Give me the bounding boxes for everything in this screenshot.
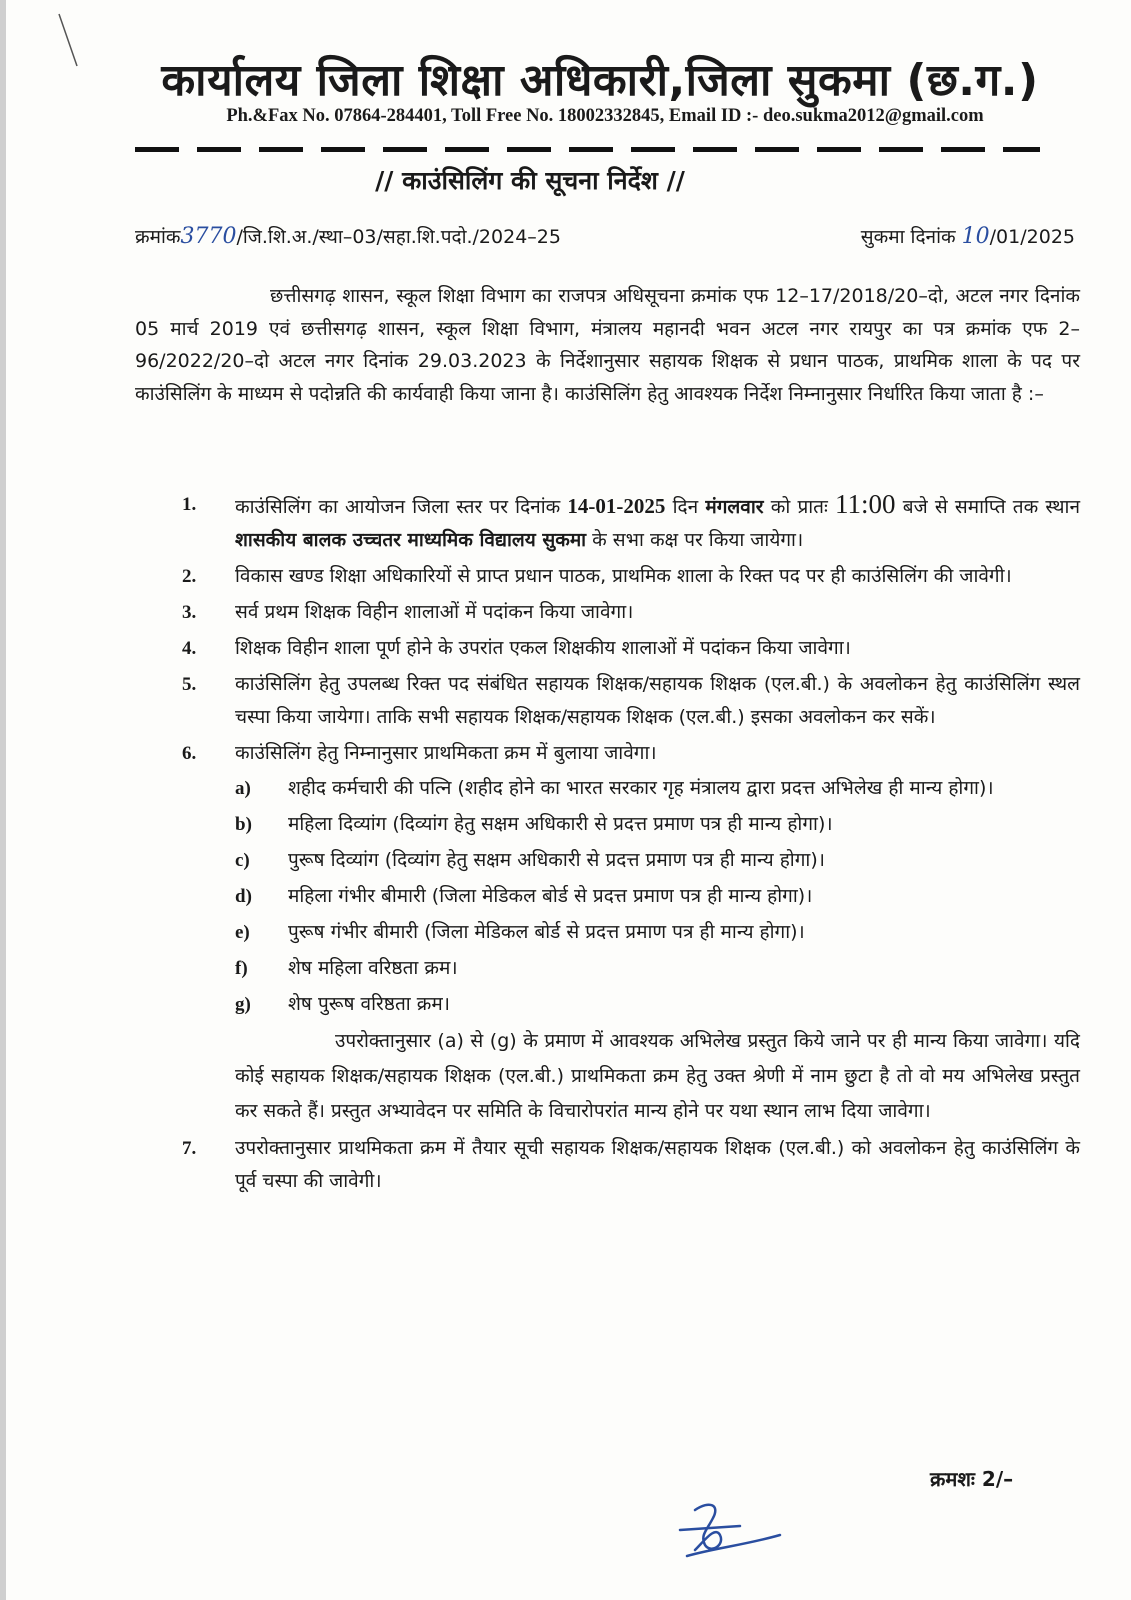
ref-number-handwritten: 3770 — [180, 224, 237, 249]
item-text: बजे से समाप्ति तक स्थान — [902, 496, 1080, 518]
ref-date — [861, 223, 1075, 249]
notice-heading: // काउंसिलिंग की सूचना निर्देश // — [375, 166, 685, 195]
contact-line: Ph.&Fax No. 07864-284401, Toll Free No. 18002332845, Email ID :- deo.sukma2012@gmail.com — [226, 106, 984, 126]
item-number: 6. — [182, 743, 197, 764]
date-rest: /01/2025 — [989, 226, 1075, 248]
sub-item-d — [235, 880, 1080, 913]
sub-item-f — [235, 952, 1080, 985]
sub-letter: e) — [235, 922, 250, 943]
item-text: काउंसिलिंग हेतु उपलब्ध रिक्त पद संबंधित सहायक शिक्षक/सहायक शिक्षक (एल.बी.) के अवलोकन हेतु काउंसिलिंग स्थल चस्पा किया जायेगा। ताकि सभी सहायक शिक्षक/सहायक शिक्षक (एल.बी.) इसका अवलोकन कर सकें। — [235, 673, 1080, 728]
date-label: सुकमा दिनांक — [860, 226, 956, 248]
dashed-divider — [135, 147, 1040, 152]
sub-text: पुरूष दिव्यांग (दिव्यांग हेतु सक्षम अधिकारी से प्रदत्त प्रमाण पत्र ही मान्य होगा)। — [288, 849, 825, 871]
item-text: काउंसिलिंग का आयोजन जिला स्तर पर दिनांक — [235, 496, 561, 518]
item-number: 1. — [182, 494, 197, 515]
sub-item-b — [235, 808, 1080, 841]
item-number: 5. — [182, 674, 197, 695]
item-text: शिक्षक विहीन शाला पूर्ण होने के उपरांत एकल शिक्षकीय शालाओं में पदांकन किया जावेगा। — [235, 637, 851, 659]
sub-letter: g) — [235, 994, 251, 1015]
sub-item-e — [235, 916, 1080, 949]
counselling-time: 11:00 — [835, 489, 896, 519]
item-number: 7. — [182, 1138, 197, 1159]
sub-text: महिला दिव्यांग (दिव्यांग हेतु सक्षम अधिकारी से प्रदत्त प्रमाण पत्र ही मान्य होगा)। — [288, 813, 833, 835]
office-title: कार्यालय जिला शिक्षा अधिकारी,जिला सुकमा (छ.ग.) — [161, 55, 1039, 106]
list-item-6 — [135, 737, 1080, 1129]
date-day-handwritten: 10 — [961, 224, 990, 249]
item-text: के सभा कक्ष पर किया जायेगा। — [592, 529, 804, 551]
sub-letter: d) — [235, 886, 252, 907]
ref-path: /जि.शि.अ./स्था–03/सहा.शि.पदो./2024–25 — [236, 226, 561, 248]
item-text: काउंसिलिंग हेतु निम्नानुसार प्राथमिकता क्रम में बुलाया जावेगा। — [235, 742, 657, 764]
ref-label: क्रमांक — [135, 226, 181, 248]
list-item-3 — [135, 596, 1080, 629]
item-number: 4. — [182, 638, 197, 659]
item-text: सर्व प्रथम शिक्षक विहीन शालाओं में पदांकन किया जावेगा। — [235, 601, 634, 623]
list-item-7 — [135, 1132, 1080, 1198]
sub-item-g — [235, 988, 1080, 1021]
sub-letter: a) — [235, 778, 251, 799]
counselling-day: मंगलवार — [705, 496, 764, 518]
list-item-4 — [135, 632, 1080, 665]
signature — [665, 1490, 785, 1570]
sub-text: शहीद कर्मचारी की पत्नि (शहीद होने का भारत सरकार गृह मंत्रालय द्वारा प्रदत्त अभिलेख ही मान्य होगा)। — [288, 777, 994, 799]
scan-edge — [0, 0, 6, 1600]
sub-text: शेष पुरूष वरिष्ठता क्रम। — [288, 993, 450, 1015]
item-text: विकास खण्ड शिक्षा अधिकारियों से प्राप्त प्रधान पाठक, प्राथमिक शाला के रिक्त पद पर ही काउंसिलिंग की जावेगी। — [235, 565, 1012, 587]
item-text: दिन — [672, 496, 699, 518]
list-item-5 — [135, 668, 1080, 734]
sub-letter: f) — [235, 958, 248, 979]
evidence-note: उपरोक्तानुसार (a) से (g) के प्रमाण में आवश्यक अभिलेख प्रस्तुत किये जाने पर ही मान्य किया जावेगा। यदि कोई सहायक शिक्षक/सहायक शिक्षक (एल.बी.) प्राथमिकता क्रम हेतु उक्त श्रेणी में नाम छुटा है तो वो मय अभिलेख प्रस्तुत कर सकते हैं। प्रस्तुत अभ्यावेदन पर समिति के विचारोपरांत मान्य होने पर यथा स्थान लाभ दिया जावेगा। — [235, 1030, 1080, 1122]
intro-paragraph: छत्तीसगढ़ शासन, स्कूल शिक्षा विभाग का राजपत्र अधिसूचना क्रमांक एफ 12–17/2018/20–दो, अटल नगर दिनांक 05 मार्च 2019 एवं छत्तीसगढ़ शासन, स्कूल शिक्षा विभाग, मंत्रालय महानदी भवन अटल नगर रायपुर का पत्र क्रमांक एफ 2–96/2022/20–दो अटल नगर दिनांक 29.03.2023 के निर्देशानुसार सहायक शिक्षक से प्रधान पाठक, प्राथमिक शाला के पद पर काउंसिलिंग के माध्यम से पदोन्नति की कार्यवाही किया जाना है। काउंसिलिंग हेतु आवश्यक निर्देश निम्नानुसार निर्धारित किया जाता है :– — [135, 285, 1080, 405]
sub-text: शेष महिला वरिष्ठता क्रम। — [288, 957, 458, 979]
list-item-1 — [135, 488, 1080, 557]
item-text: उपरोक्तानुसार प्राथमिकता क्रम में तैयार सूची सहायक शिक्षक/सहायक शिक्षक (एल.बी.) को अवलोकन हेतु काउंसिलिंग के पूर्व चस्पा की जावेगी। — [235, 1137, 1080, 1192]
sub-item-c — [235, 844, 1080, 877]
sub-letter: b) — [235, 814, 252, 835]
sub-letter: c) — [235, 850, 250, 871]
reference-line — [135, 223, 1075, 249]
item-number: 2. — [182, 566, 197, 587]
sub-item-a — [235, 772, 1080, 805]
item-text: को प्रातः — [770, 496, 828, 518]
sub-text: महिला गंभीर बीमारी (जिला मेडिकल बोर्ड से प्रदत्त प्रमाण पत्र ही मान्य होगा)। — [288, 885, 813, 907]
counselling-venue: शासकीय बालक उच्चतर माध्यमिक विद्यालय सुकमा — [235, 529, 587, 551]
continued-marker: क्रमशः 2/– — [930, 1467, 1014, 1491]
instruction-list — [135, 488, 1080, 1201]
priority-sublist — [235, 772, 1080, 1021]
list-item-2 — [135, 560, 1080, 593]
pen-mark — [55, 10, 85, 70]
counselling-date: 14-01-2025 — [567, 494, 666, 518]
sub-text: पुरूष गंभीर बीमारी (जिला मेडिकल बोर्ड से प्रदत्त प्रमाण पत्र ही मान्य होगा)। — [288, 921, 805, 943]
item-number: 3. — [182, 602, 197, 623]
